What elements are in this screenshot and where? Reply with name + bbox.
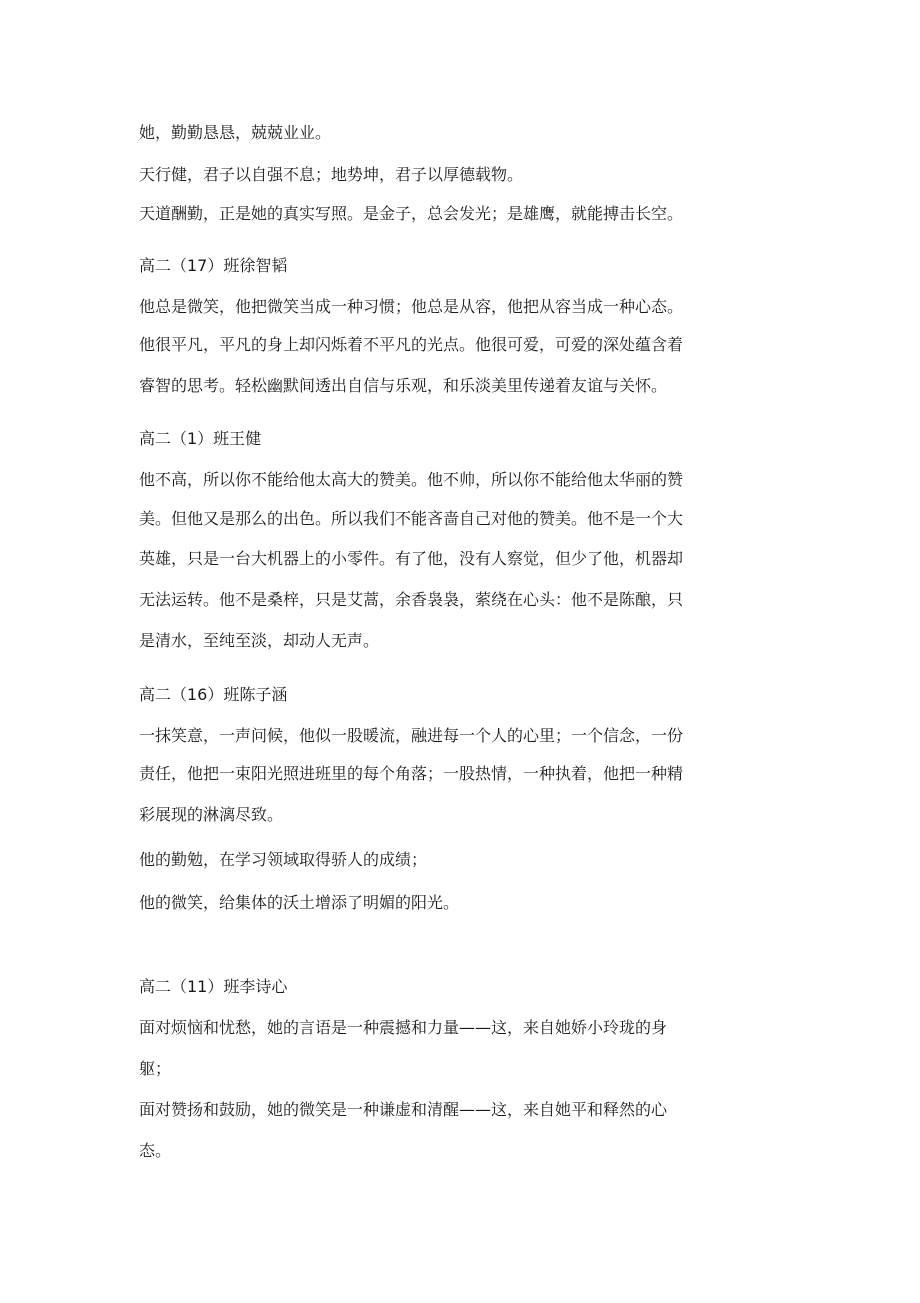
text-line: 英雄，只是一台大机器上的小零件。有了他，没有人察觉，但少了他，机器却 xyxy=(139,549,684,568)
text-line: 无法运转。他不是桑梓，只是艾蒿，余香袅袅，萦绕在心头：他不是陈酿，只 xyxy=(139,590,684,609)
text-line: 躯； xyxy=(139,1059,172,1078)
text-line: 是清水，至纯至淡，却动人无声。 xyxy=(139,631,380,650)
section-heading: 高二（17）班徐智韬 xyxy=(139,256,288,275)
text-line: 彩展现的淋漓尽致。 xyxy=(139,805,284,824)
text-line: 他总是微笑，他把微笑当成一种习惯；他总是从容，他把从容当成一种心态。 xyxy=(139,297,684,316)
text-line: 美。但他又是那么的出色。所以我们不能吝啬自己对他的赞美。他不是一个大 xyxy=(139,509,684,528)
text-line: 责任，他把一束阳光照进班里的每个角落；一股热情，一种执着，他把一种精 xyxy=(139,764,684,783)
text-line: 天行健，君子以自强不息；地势坤，君子以厚德载物。 xyxy=(139,165,524,184)
text-line: 面对赞扬和鼓励，她的微笑是一种谦虚和清醒——这，来自她平和释然的心 xyxy=(139,1100,668,1119)
text-line: 一抹笑意，一声问候，他似一股暖流，融进每一个人的心里；一个信念，一份 xyxy=(139,726,684,745)
text-line: 她，勤勤恳恳，兢兢业业。 xyxy=(139,123,332,142)
text-line: 态。 xyxy=(139,1141,172,1160)
text-line: 他的勤勉，在学习领域取得骄人的成绩； xyxy=(139,850,428,869)
section-heading: 高二（11）班李诗心 xyxy=(139,977,288,996)
text-line: 天道酬勤，正是她的真实写照。是金子，总会发光；是雄鹰，就能搏击长空。 xyxy=(139,204,684,223)
text-line: 睿智的思考。轻松幽默间透出自信与乐观，和乐淡美里传递着友谊与关怀。 xyxy=(139,376,668,395)
text-line: 面对烦恼和忧愁，她的言语是一种震撼和力量——这，来自她娇小玲珑的身 xyxy=(139,1018,668,1037)
text-line: 他不高，所以你不能给他太高大的赞美。他不帅，所以你不能给他太华丽的赞 xyxy=(139,470,684,489)
section-heading: 高二（16）班陈子涵 xyxy=(139,685,288,704)
text-line: 他的微笑，给集体的沃土增添了明媚的阳光。 xyxy=(139,893,460,912)
section-heading: 高二（1）班王健 xyxy=(139,429,262,448)
text-line: 他很平凡，平凡的身上却闪烁着不平凡的光点。他很可爱，可爱的深处蕴含着 xyxy=(139,335,684,354)
